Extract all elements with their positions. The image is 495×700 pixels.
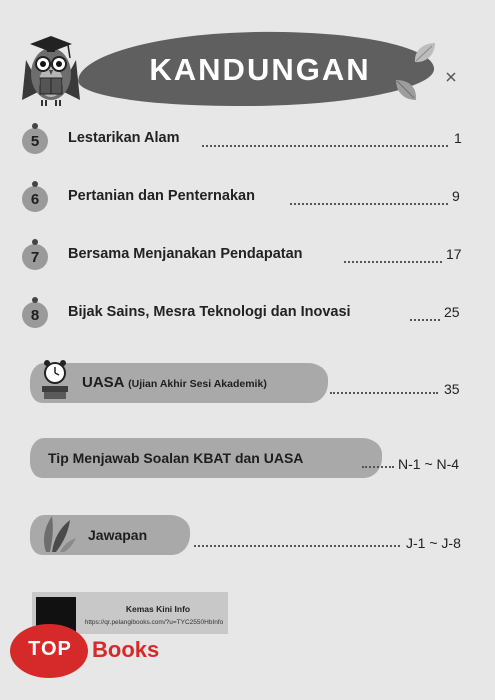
tips-page: N-1 ~ N-4 [398,456,460,472]
uasa-label [82,374,267,391]
chapter-page: 1 [454,130,462,146]
sparkle-icon [444,70,458,84]
chapter-entry[interactable] [22,128,462,156]
chapter-page: 25 [444,304,460,320]
chapter-number-badge: 8 [22,302,48,328]
chapter-entry[interactable] [22,302,470,330]
dot-leader [330,392,438,394]
chapter-title: Lestarikan Alam [68,130,180,146]
dot-leader [290,203,448,205]
leaf-icon [412,40,438,66]
dot-leader [362,466,394,468]
chapter-entry[interactable] [22,244,466,272]
badge-dot [32,123,38,129]
badge-dot [32,297,38,303]
chapter-page: 9 [452,188,460,204]
chapter-title: Bersama Menjanakan Pendapatan [68,246,303,262]
uasa-subtitle: (Ujian Akhir Sesi Akademik) [128,378,267,390]
watermark-text: Books [92,637,160,662]
owl-mascot-icon [20,30,82,108]
alarm-clock-icon [40,356,70,402]
answers-label: Jawapan [88,527,148,543]
watermark-badge-text: TOP [28,638,72,660]
chapter-number-badge: 6 [22,186,48,212]
chapter-entry[interactable] [22,186,462,214]
dot-leader [344,261,442,263]
uasa-page: 35 [444,381,460,397]
badge-dot [32,239,38,245]
info-url[interactable]: https://qr.pelangibooks.com/?u=TYC2550HbInfo [84,619,224,626]
chapter-page: 17 [446,246,462,262]
badge-dot [32,181,38,187]
answers-page: J-1 ~ J-8 [406,535,461,551]
tips-label: Tip Menjawab Soalan KBAT dan UASA [48,450,304,466]
info-title: Kemas Kini Info [125,604,191,614]
dot-leader [194,545,400,547]
uasa-title: UASA [82,374,124,391]
plant-icon [38,506,78,554]
chapter-number-badge: 7 [22,244,48,270]
chapter-number-badge: 5 [22,128,48,154]
chapter-title: Pertanian dan Penternakan [68,188,255,204]
chapter-title: Bijak Sains, Mesra Teknologi dan Inovasi [68,304,351,320]
page-title: KANDUNGAN [149,52,371,87]
dot-leader [202,145,448,147]
dot-leader [410,319,440,321]
leaf-icon [392,76,420,104]
